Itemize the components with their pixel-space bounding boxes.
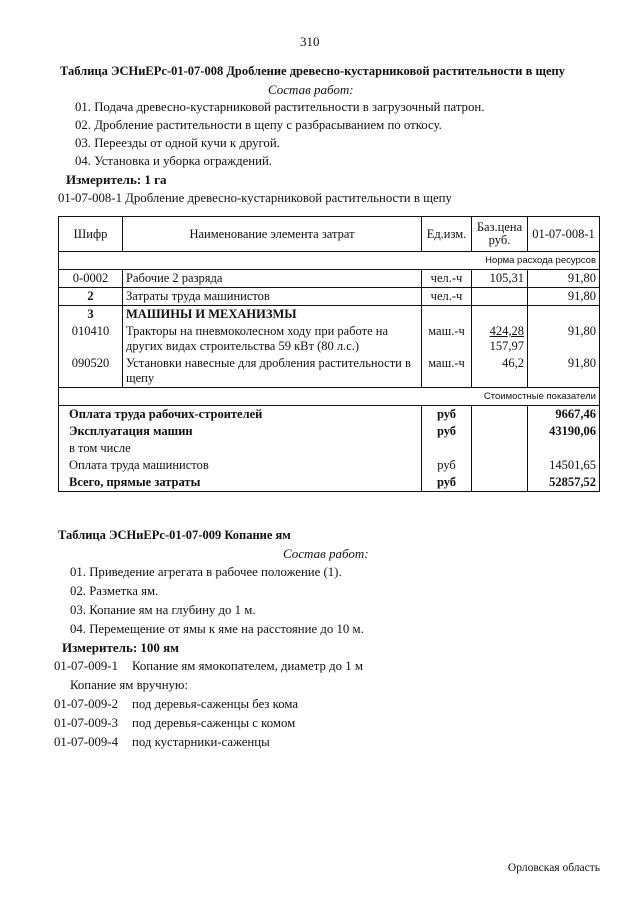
table-row <box>59 323 600 355</box>
table-row <box>59 355 600 388</box>
table1-title: Таблица ЭСНиЕРс-01-07-008 Дробление древесно-кустарниковой растительности в щепу <box>60 64 565 78</box>
row-price: 46,2 <box>472 355 528 388</box>
cost-name: Оплата труда рабочих-строителей <box>59 406 422 424</box>
cost-unit: руб <box>422 423 472 440</box>
row-code: 0-0002 <box>59 270 123 288</box>
row-name: Затраты труда машинистов <box>123 288 422 306</box>
header-col: 01-07-008-1 <box>528 217 600 252</box>
table2-work-1: 01. Приведение агрегата в рабочее положение (1). <box>70 565 342 579</box>
cost-row <box>59 474 600 492</box>
norm-label-row <box>59 252 600 270</box>
table1-measure: Измеритель: 1 га <box>66 172 167 187</box>
cost-unit: руб <box>422 406 472 424</box>
table1-code-line: 01-07-008-1 Дробление древесно-кустарниковой растительности в щепу <box>58 191 452 205</box>
header-name: Наименование элемента затрат <box>123 217 422 252</box>
cost-value: 9667,46 <box>528 406 600 424</box>
header-unit: Ед.изм. <box>422 217 472 252</box>
cost-label: Стоимостные показатели <box>59 388 600 406</box>
row-value: 91,80 <box>528 355 600 388</box>
row-name: Рабочие 2 разряда <box>123 270 422 288</box>
cost-value: 43190,06 <box>528 423 600 440</box>
table-row <box>59 270 600 288</box>
row-unit: маш.-ч <box>422 355 472 388</box>
cost-row <box>59 406 600 424</box>
table1-work-1: 01. Подача древесно-кустарниковой растительности в загрузочный патрон. <box>75 100 485 114</box>
cost-label-row <box>59 388 600 406</box>
table2-measure: Измеритель: 100 ям <box>62 640 180 655</box>
table2-work-2: 02. Разметка ям. <box>70 584 159 598</box>
cost-unit: руб <box>422 457 472 474</box>
cost-name: Оплата труда машинистов <box>59 457 422 474</box>
row-value: 91,80 <box>528 270 600 288</box>
cost-unit: руб <box>422 474 472 492</box>
row-code: 2 <box>59 288 123 306</box>
table2-work-4: 04. Перемещение от ямы к яме на расстояние до 10 м. <box>70 622 364 636</box>
item-text: Копание ям вручную: <box>70 678 189 692</box>
section-name: МАШИНЫ И МЕХАНИЗМЫ <box>123 306 422 324</box>
row-price <box>472 288 528 306</box>
table1-work-4: 04. Установка и уборка ограждений. <box>75 154 273 168</box>
cost-unit <box>422 440 472 457</box>
table2-works-header: Состав работ: <box>283 546 369 561</box>
row-unit: маш.-ч <box>422 323 472 355</box>
table2-title: Таблица ЭСНиЕРс-01-07-009 Копание ям <box>58 528 291 542</box>
cost-row <box>59 440 600 457</box>
cost-name: Всего, прямые затраты <box>59 474 422 492</box>
row-price: 424,28 157,97 <box>472 323 528 355</box>
footer-region: Орловская область <box>507 862 600 874</box>
row-name: Тракторы на пневмоколесном ходу при работе на других видах строительства 59 кВт (80 л.с.) <box>123 323 422 355</box>
norm-label: Норма расхода ресурсов <box>59 252 600 270</box>
table-row <box>59 288 600 306</box>
table-row-section <box>59 306 600 324</box>
table2-work-3: 03. Копание ям на глубину до 1 м. <box>70 603 256 617</box>
section-code: 3 <box>59 306 123 324</box>
item-text: под деревья-саженцы без кома <box>132 697 299 711</box>
row-unit: чел.-ч <box>422 270 472 288</box>
item-text: под деревья-саженцы с комом <box>132 716 296 730</box>
cost-row <box>59 457 600 474</box>
row-code: 010410 <box>59 323 123 355</box>
header-code: Шифр <box>59 217 123 252</box>
cost-value: 52857,52 <box>528 474 600 492</box>
item-text: под кустарники-саженцы <box>132 735 270 749</box>
item-code: 01-07-009-3 <box>54 716 118 730</box>
table-header-row <box>59 217 600 252</box>
item-code: 01-07-009-1 <box>54 659 118 673</box>
row-name: Установки навесные для дробления растительности в щепу <box>123 355 422 388</box>
row-code: 090520 <box>59 355 123 388</box>
cost-row <box>59 423 600 440</box>
item-text: Копание ям ямокопателем, диаметр до 1 м <box>132 659 363 673</box>
cost-value: 14501,65 <box>528 457 600 474</box>
cost-value <box>528 440 600 457</box>
row-price: 105,31 <box>472 270 528 288</box>
item-code: 01-07-009-2 <box>54 697 118 711</box>
table1-work-3: 03. Переезды от одной кучи к другой. <box>75 136 280 150</box>
item-code: 01-07-009-4 <box>54 735 118 749</box>
row-value: 91,80 <box>528 288 600 306</box>
cost-name: Эксплуатация машин <box>59 423 422 440</box>
resource-table <box>58 216 600 492</box>
table1-works-header: Состав работ: <box>268 82 354 97</box>
table1-work-2: 02. Дробление растительности в щепу с разбрасыванием по откосу. <box>75 118 442 132</box>
header-price: Баз.цена руб. <box>472 217 528 252</box>
cost-name: в том числе <box>59 440 422 457</box>
page-number: 310 <box>300 34 320 49</box>
row-value: 91,80 <box>528 323 600 355</box>
row-unit: чел.-ч <box>422 288 472 306</box>
